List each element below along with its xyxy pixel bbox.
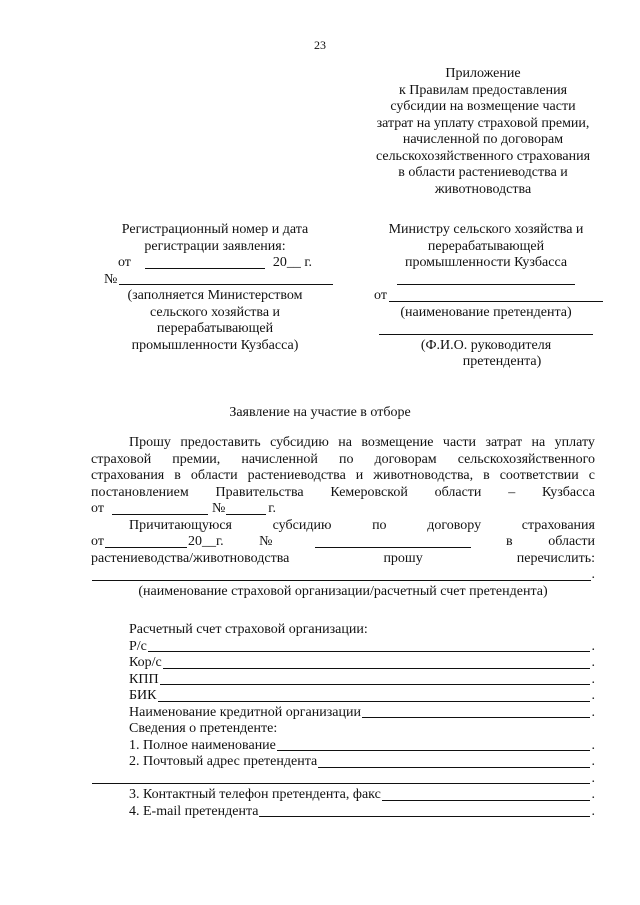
kors-row [91, 655, 595, 672]
word: в [506, 534, 513, 549]
addressee-blank-row [362, 272, 610, 289]
kors-field[interactable] [163, 656, 590, 669]
word: с [588, 468, 595, 483]
period: . [591, 655, 595, 670]
word: на [531, 435, 546, 450]
from-label: от [91, 534, 104, 549]
number-sign: № [104, 271, 118, 287]
word: субсидию [270, 435, 329, 450]
accounts-header [91, 622, 595, 639]
period: . [591, 803, 595, 819]
year-label: 20__г. [187, 534, 224, 549]
bank-name-label: Наименование кредитной организации [129, 704, 361, 720]
insurer-account-field[interactable] [92, 568, 591, 581]
postal-address-continuation-row [91, 771, 595, 788]
decree-number-field[interactable] [226, 502, 266, 515]
period: . [591, 737, 595, 753]
postal-address-continuation-field[interactable] [92, 771, 590, 784]
paragraph-line [91, 518, 595, 535]
accounts-header-label: Расчетный счет страховой организации: [129, 622, 368, 637]
word: и [355, 468, 364, 483]
appendix-line: Приложение [445, 66, 521, 81]
email-field[interactable] [259, 804, 589, 817]
word: растениеводства/животноводства [91, 550, 290, 566]
info-header-label: Сведения о претенденте: [129, 721, 278, 736]
contact-phone-row [91, 787, 595, 804]
from-label: от [374, 288, 387, 303]
period: . [591, 770, 595, 786]
insurer-blank-row [91, 567, 595, 584]
postal-address-field[interactable] [318, 755, 589, 768]
appendix-line: в области растениеводства и [398, 165, 568, 180]
decree-date-field[interactable] [112, 502, 208, 515]
word: в [174, 468, 181, 483]
insurer-caption: (наименование страховой организации/расчетный счет претендента) [138, 583, 548, 599]
appendix-line: к Правилам предоставления [398, 82, 568, 98]
appendix-header [358, 66, 608, 198]
word: Прошу [129, 435, 171, 450]
accounts-block [91, 622, 595, 820]
decree-ref-row [91, 501, 595, 518]
head-name-field[interactable] [379, 322, 593, 335]
contract-date-field[interactable] [105, 535, 187, 548]
word: премии, [172, 451, 221, 467]
head-caption: претендента) [462, 354, 542, 369]
from-label: от [91, 501, 104, 516]
registration-label: Регистрационный номер и дата [121, 222, 309, 237]
bik-field[interactable] [158, 689, 590, 702]
word: перечислить: [516, 550, 595, 566]
number-sign: № [259, 534, 273, 549]
full-name-field[interactable] [277, 738, 590, 751]
word: субсидию [272, 517, 332, 533]
paragraph-line [91, 485, 595, 502]
period: . [591, 638, 595, 654]
rs-label: Р/с [129, 638, 147, 654]
paragraph-line [91, 468, 595, 485]
info-header [91, 721, 595, 738]
page-number: 23 [314, 38, 326, 52]
word: области [434, 484, 482, 500]
word: Кузбасса [541, 484, 595, 500]
contact-phone-label: 3. Контактный телефон претендента, факс [129, 787, 381, 802]
word: договору [427, 517, 482, 533]
word: страховой [91, 451, 152, 467]
registration-note: (заполняется Министерством [127, 288, 303, 303]
postal-address-label: 2. Почтовый адрес претендента [129, 754, 318, 769]
email-label: 4. E-mail претендента [129, 803, 259, 819]
rs-row [91, 639, 595, 656]
word: уплату [554, 435, 595, 450]
contract-ref-row [91, 534, 595, 551]
bank-name-field[interactable] [362, 705, 590, 718]
registration-number-row [90, 272, 340, 289]
word: области [190, 468, 238, 483]
appendix-line: начисленной по договорам [402, 132, 564, 147]
word: соответствии [499, 468, 579, 483]
addressee-line: перерабатывающей [427, 238, 545, 254]
registration-block [90, 222, 340, 354]
rs-field[interactable] [148, 639, 590, 652]
applicant-from-row [362, 288, 610, 305]
word: по [338, 451, 354, 467]
registration-date-field[interactable] [145, 256, 265, 269]
email-row [91, 804, 595, 821]
word: части [442, 435, 477, 450]
number-sign: № [211, 501, 226, 516]
word: – [508, 484, 516, 500]
bik-row [91, 688, 595, 705]
kpp-field[interactable] [160, 672, 590, 685]
applicant-name-field[interactable] [389, 289, 603, 302]
word: в [483, 468, 490, 483]
application-body [91, 435, 595, 600]
document-title: Заявление на участие в отборе [229, 405, 411, 420]
bik-label: БИК [129, 688, 157, 703]
registration-date-row [90, 255, 340, 272]
contact-phone-field[interactable] [382, 788, 590, 801]
appendix-line: животноводства [434, 181, 532, 197]
from-label: от [117, 255, 131, 270]
period: . [591, 671, 595, 687]
kors-label: Кор/с [129, 655, 162, 670]
head-caption: (Ф.И.О. руководителя [420, 337, 552, 353]
paragraph-line [91, 435, 595, 452]
bank-name-row [91, 705, 595, 722]
paragraph-line [91, 452, 595, 469]
word: Причитающуюся [129, 517, 232, 533]
full-name-label: 1. Полное наименование [129, 737, 276, 753]
word: договорам [374, 451, 437, 467]
paragraph-line [91, 551, 595, 568]
word: затрат [485, 435, 523, 450]
head-blank-row [362, 321, 610, 338]
word: по [372, 517, 387, 533]
kpp-label: КПП [129, 671, 159, 687]
word: предоставить [180, 435, 261, 450]
addressee-line: Министру сельского хозяйства и [388, 222, 584, 237]
addressee-block [362, 222, 610, 371]
year-label: г. [268, 501, 276, 516]
period: . [591, 704, 595, 720]
registration-number-field[interactable] [119, 272, 333, 285]
period: . [591, 567, 595, 582]
word: страхования [91, 468, 165, 483]
word: страхования [521, 517, 595, 533]
appendix-line: субсидии на возмещение части [390, 99, 576, 114]
period: . [591, 688, 595, 703]
word: растениеводства [247, 468, 346, 483]
period: . [591, 754, 595, 769]
period: . [591, 787, 595, 802]
registration-note: сельского хозяйства и [149, 304, 281, 320]
applicant-caption: (наименование претендента) [400, 304, 572, 320]
word: Правительства [215, 484, 304, 500]
appendix-line: затрат на уплату страховой премии, [376, 115, 590, 131]
contract-number-field[interactable] [315, 535, 471, 548]
word: начисленной [241, 451, 318, 467]
full-name-row [91, 738, 595, 755]
postal-address-row [91, 754, 595, 771]
addressee-line: промышленности Кузбасса [404, 255, 568, 270]
word: области [548, 534, 595, 549]
word: Кемеровской [330, 484, 408, 500]
word: сельскохозяйственного [457, 451, 595, 467]
kpp-row [91, 672, 595, 689]
word: возмещение [361, 435, 434, 450]
addressee-blank-field[interactable] [397, 272, 575, 285]
registration-label: регистрации заявления: [144, 238, 286, 254]
word: прошу [383, 550, 423, 566]
registration-note: перерабатывающей [156, 321, 274, 336]
word: животноводства, [373, 468, 474, 483]
appendix-line: сельскохозяйственного страхования [375, 148, 591, 164]
year-label: 20__ г. [272, 255, 313, 270]
word: на [338, 435, 352, 450]
registration-note: промышленности Кузбасса) [131, 337, 299, 353]
word: постановлением [91, 484, 189, 500]
